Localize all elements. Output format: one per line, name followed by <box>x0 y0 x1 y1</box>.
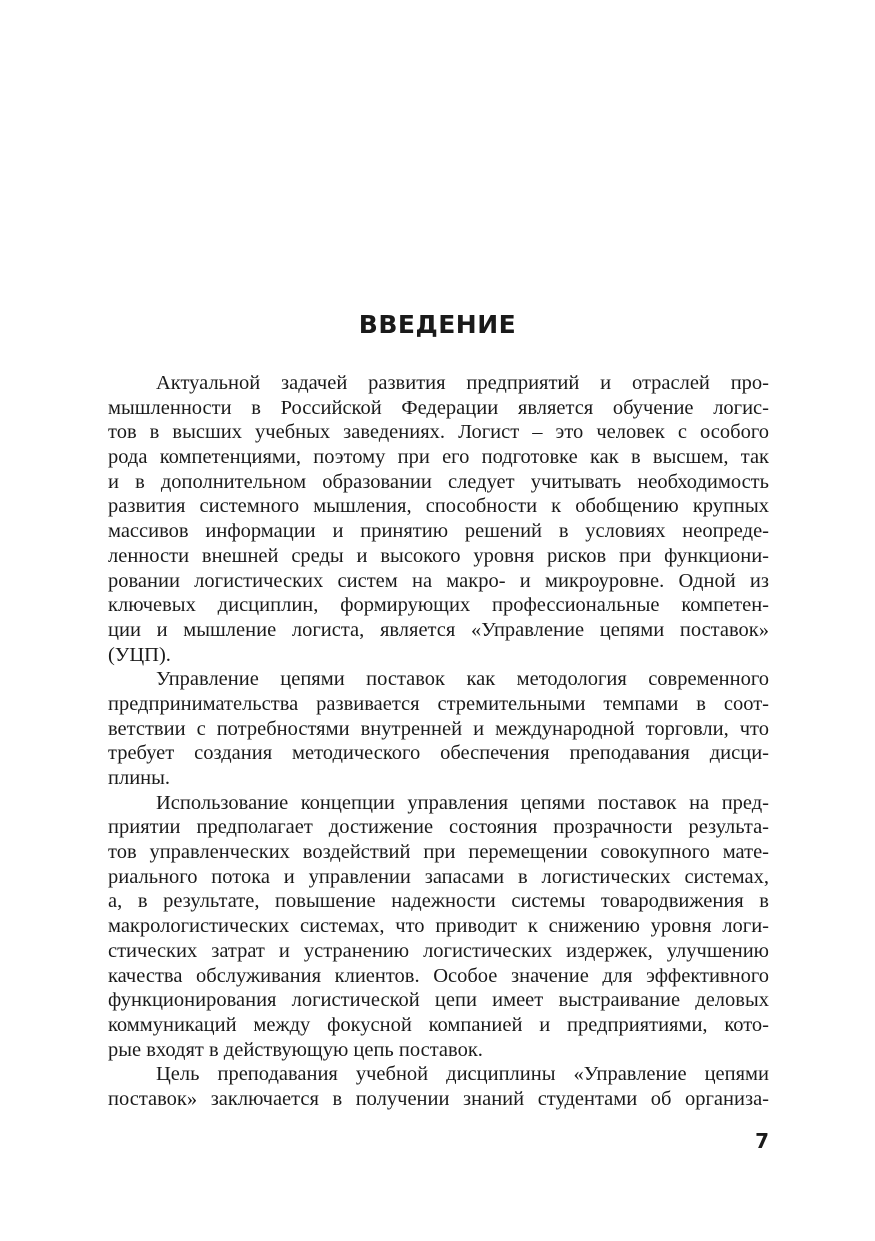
chapter-heading: ВВЕДЕНИЕ <box>358 310 517 339</box>
text-line: и в дополнительном образовании следует учитывать необходимость <box>108 470 769 493</box>
text-line: Актуальной задачей развития предприятий и отраслей про- <box>156 372 769 394</box>
text-line: развития системного мышления, способности к обобщению крупных <box>108 495 769 518</box>
text-line: качества обслуживания клиентов. Особое значение для эффективного <box>108 964 769 987</box>
page-number: 7 <box>755 1129 769 1153</box>
text-line: плины. <box>108 767 171 789</box>
text-line: мышленности в Российской Федерации является обучение логис- <box>108 396 769 419</box>
body-text <box>108 371 769 1112</box>
text-line: коммуникаций между фокусной компанией и предприятиями, кото- <box>108 1013 769 1036</box>
text-line: риального потока и управлении запасами в логистических системах, <box>108 865 769 888</box>
text-line: Управление цепями поставок как методология современного <box>156 668 769 691</box>
text-line: ровании логистических систем на макро- и микроуровне. Одной из <box>108 569 769 592</box>
text-line: функционирования логистической цепи имеет выстраивание деловых <box>108 989 769 1012</box>
text-line: макрологистических системах, что приводит к снижению уровня логи- <box>108 915 769 938</box>
text-line: ции и мышление логиста, является «Управление цепями поставок» <box>108 618 769 641</box>
text-line: (УЦП). <box>108 643 171 666</box>
text-line: тов в высших учебных заведениях. Логист – это человек с особого <box>108 421 769 444</box>
text-line: поставок» заключается в получении знаний студентами об организа- <box>108 1087 769 1110</box>
text-line: а, в результате, повышение надежности системы товародвижения в <box>108 890 769 913</box>
text-line: предпринимательства развивается стремительными темпами в соот- <box>108 692 769 715</box>
paragraph <box>108 371 769 667</box>
text-line: тов управленческих воздействий при перемещении совокупного мате- <box>108 841 769 864</box>
text-line: ветствии с потребностями внутренней и международной торговли, что <box>108 717 769 740</box>
text-line: Цель преподавания учебной дисциплины «Управление цепями <box>156 1063 769 1086</box>
paragraph <box>108 1062 769 1111</box>
text-line: Использование концепции управления цепями поставок на пред- <box>156 791 769 814</box>
text-line: массивов информации и принятию решений в условиях неопреде- <box>108 520 769 543</box>
text-line: рые входят в действующую цепь поставок. <box>108 1038 483 1061</box>
text-line: приятии предполагает достижение состояния прозрачности результа- <box>108 816 769 839</box>
text-line: рода компетенциями, поэтому при его подготовке как в высшем, так <box>108 446 769 469</box>
text-line: требует создания методического обеспечения преподавания дисци- <box>108 742 769 765</box>
text-line: стических затрат и устранению логистических издержек, улучшению <box>108 939 769 962</box>
text-line: ключевых дисциплин, формирующих профессиональные компетен- <box>108 594 769 617</box>
paragraph <box>108 667 769 790</box>
text-line: ленности внешней среды и высокого уровня рисков при функциони- <box>108 544 769 567</box>
paragraph <box>108 791 769 1063</box>
